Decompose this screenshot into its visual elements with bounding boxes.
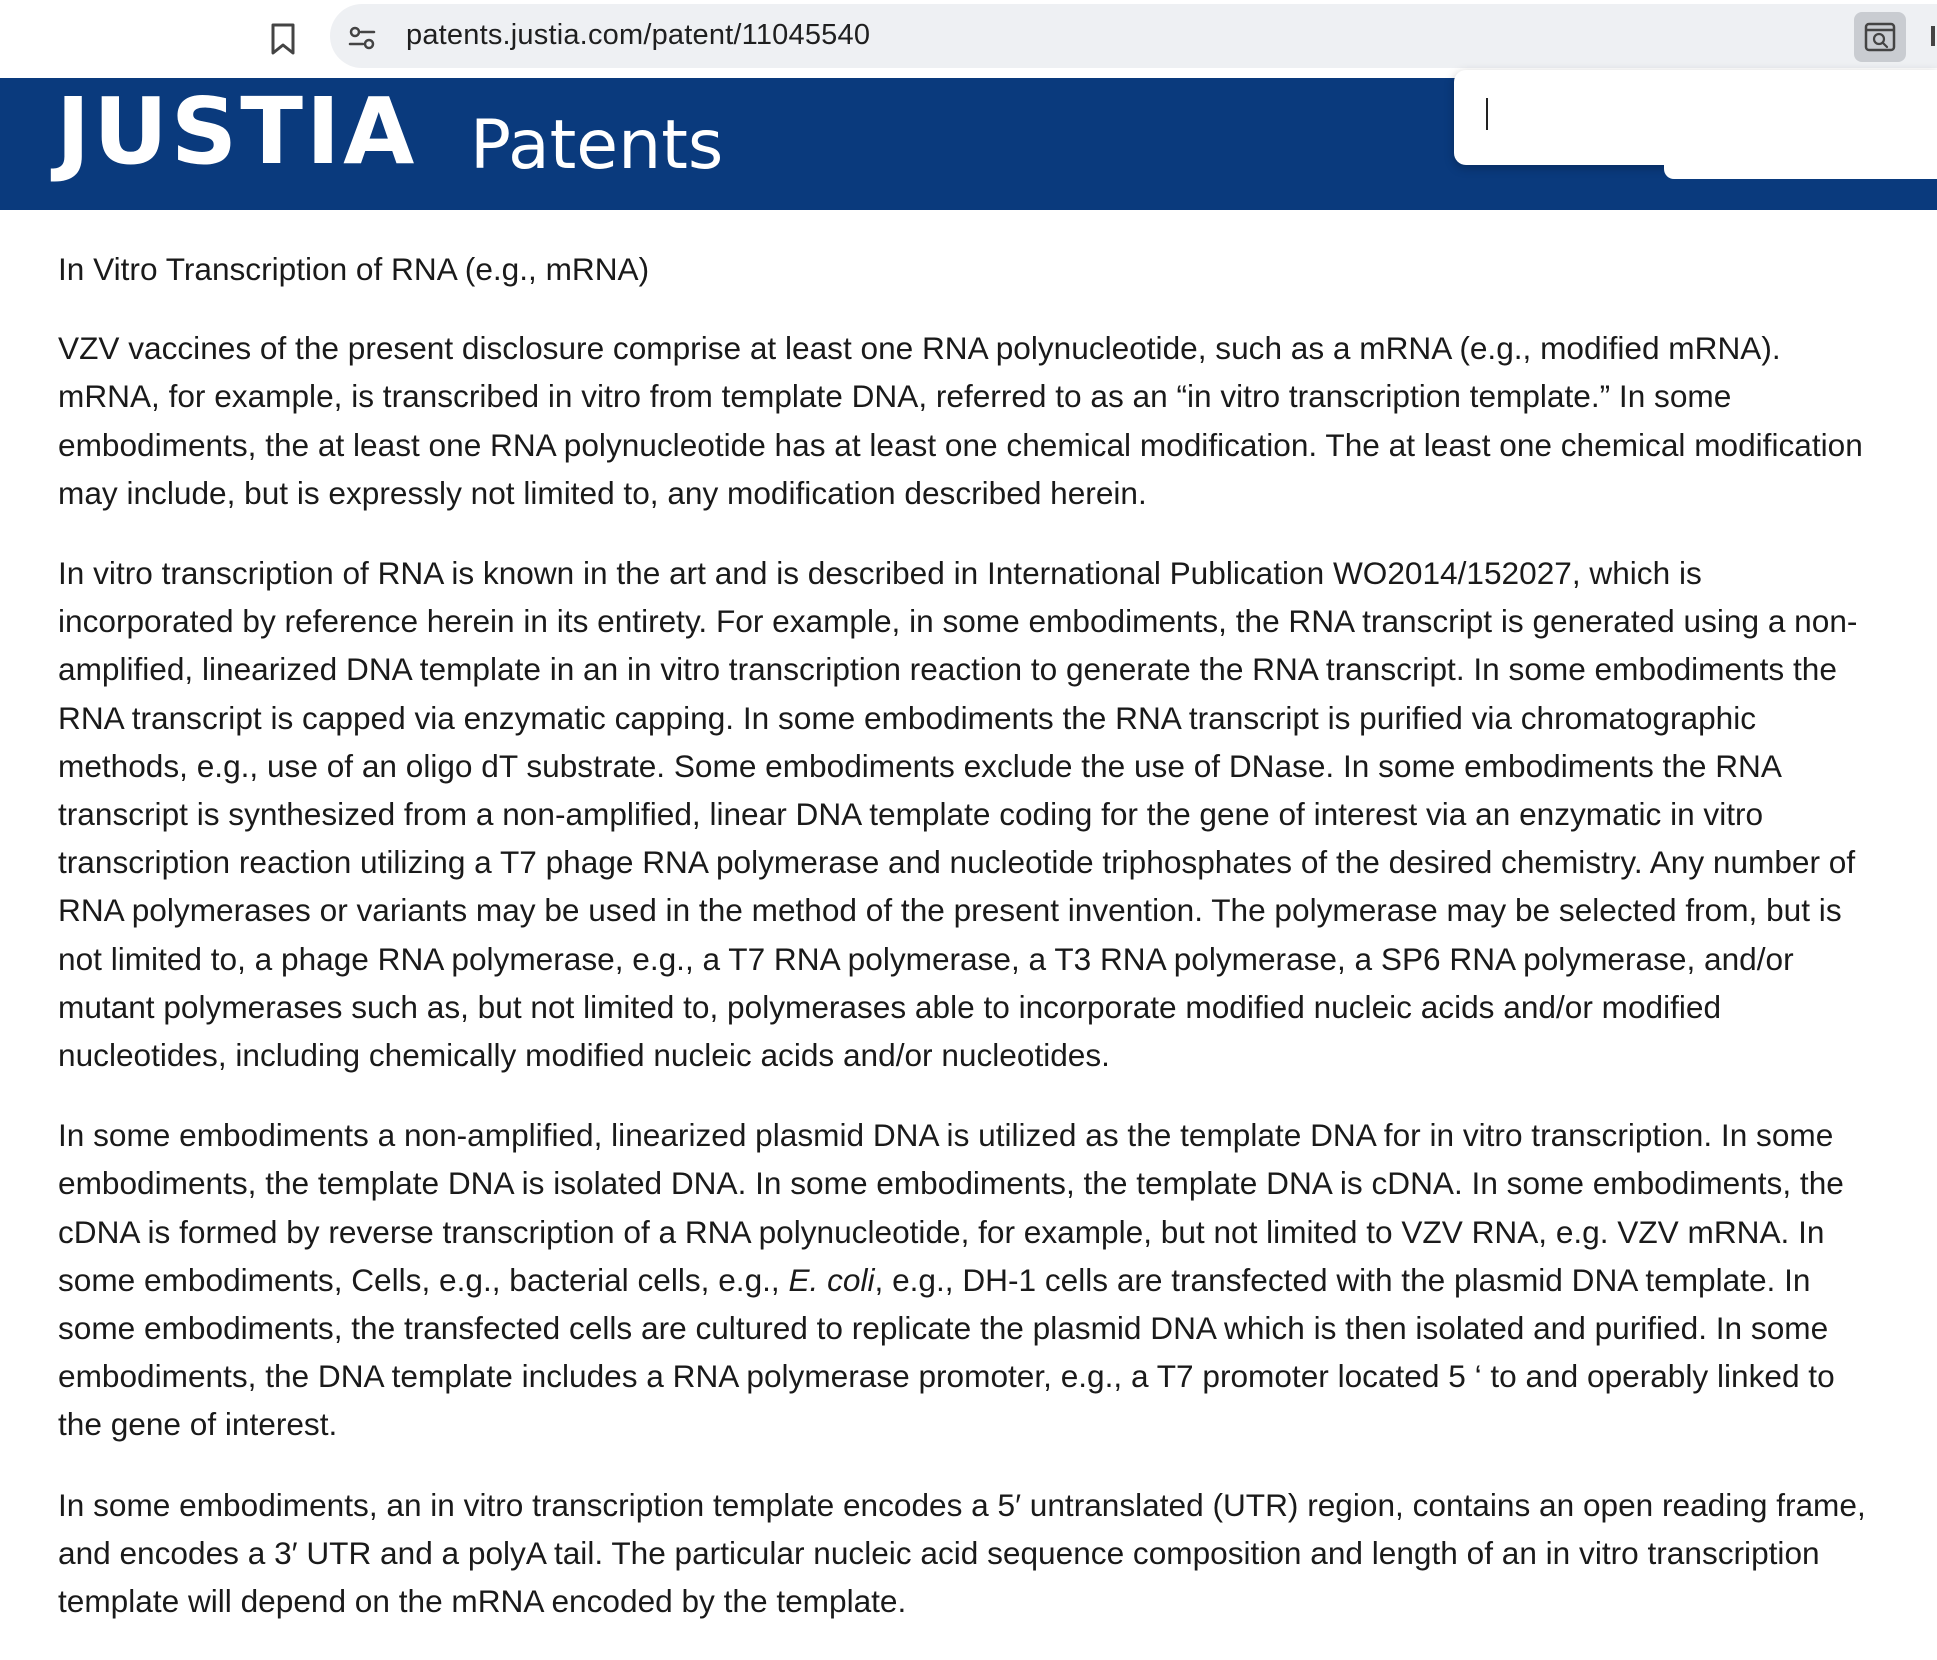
justia-logo[interactable]: JUSTIA bbox=[56, 78, 418, 185]
toolbar-edge-icon bbox=[1931, 26, 1935, 46]
paragraph-1: VZV vaccines of the present disclosure comprise at least one RNA polynucleotide, such as a mRNA (e.g., modified mRNA). mRNA, for example, is transcribed in vitro from template DNA, referred to as an “in vitro transcription template.” In some embodiments, the at least one RNA polynucleotide has at least one chemical modification. The at least one chemical modification may include, but is expressly not limited to, any modification described herein. bbox=[58, 330, 1863, 511]
paragraph-3 bbox=[58, 1111, 1878, 1448]
patent-description bbox=[58, 245, 1878, 1657]
url-text[interactable]: patents.justia.com/patent/11045540 bbox=[406, 19, 871, 51]
search-input[interactable] bbox=[1484, 90, 1924, 142]
section-heading: In Vitro Transcription of RNA (e.g., mRNA) bbox=[58, 251, 650, 287]
paragraph-4: In some embodiments, an in vitro transcription template encodes a 5′ untranslated (UTR) region, contains an open reading frame, and encodes a 3′ UTR and a polyA tail. The particular nucleic acid sequence composition and length of an in vitro transcription template will depend on the mRNA encoded by the template. bbox=[58, 1486, 1866, 1620]
lens-search-icon[interactable] bbox=[1854, 12, 1906, 62]
search-panel bbox=[1454, 70, 1937, 165]
browser-toolbar bbox=[0, 0, 1937, 78]
bookmark-icon[interactable] bbox=[268, 22, 298, 56]
patents-logo-text[interactable]: Patents bbox=[470, 106, 724, 185]
paragraph-3-part-1: In some embodiments a non-amplified, linearized plasmid DNA is utilized as the template DNA for in vitro transcription. In some embodiments, the template DNA is isolated DNA. In some embodiments, the template DNA is cDNA. In some embodiments, the cDNA is formed by reverse transcription of a RNA polynucleotide, for example, but not limited to VZV RNA, e.g. VZV mRNA. In some embodiments, Cells, e.g., bacterial cells, e.g., bbox=[58, 1117, 1844, 1298]
paragraph-2: In vitro transcription of RNA is known in the art and is described in International Publication WO2014/152027, which is incorporated by reference herein in its entirety. For example, in some embodiments, the RNA transcript is generated using a non-amplified, linearized DNA template in an in vitro transcription reaction to generate the RNA transcript. In some embodiments the RNA transcript is capped via enzymatic capping. In some embodiments the RNA transcript is purified via chromatographic methods, e.g., use of an oligo dT substrate. Some embodiments exclude the use of DNase. In some embodiments the RNA transcript is synthesized from a non-amplified, linear DNA template coding for the gene of interest via an enzymatic in vitro transcription reaction utilizing a T7 phage RNA polymerase and nucleotide triphosphates of the desired chemistry. Any number of RNA polymerases or variants may be used in the method of the present invention. The polymerase may be selected from, but is not limited to, a phage RNA polymerase, e.g., a T7 RNA polymerase, a T3 RNA polymerase, a SP6 RNA polymerase, and/or mutant polymerases such as, but not limited to, polymerases able to incorporate modified nucleic acids and/or modified nucleotides, including chemically modified nucleic acids and/or nucleotides. bbox=[58, 555, 1858, 1074]
search-panel-lower-edge bbox=[1664, 165, 1937, 179]
species-name: E. coli bbox=[788, 1261, 875, 1298]
paragraph-3-part-2: , e.g., DH-1 cells are transfected with the plasmid DNA template. In some embodiments, the transfected cells are cultured to replicate the plasmid DNA which is then isolated and purified. In some embodiments, the DNA template includes a RNA polymerase promoter, e.g., a T7 promoter located 5 ‘ to and operably linked to the gene of interest. bbox=[58, 1261, 1835, 1443]
text-cursor bbox=[1486, 98, 1488, 130]
site-info-icon[interactable] bbox=[348, 24, 376, 52]
